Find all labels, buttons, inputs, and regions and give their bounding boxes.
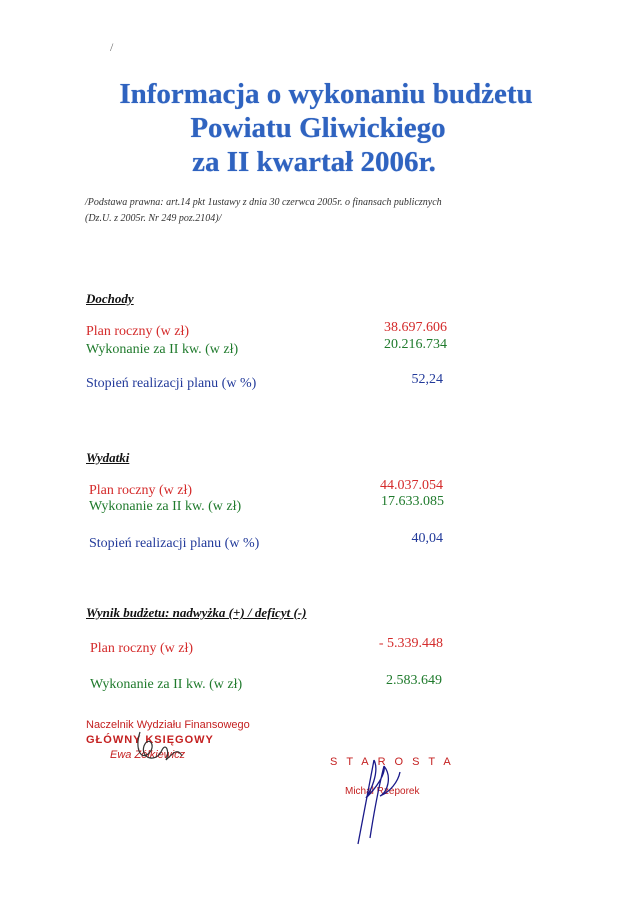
section-heading-wydatki: Wydatki	[86, 450, 130, 465]
dochody-stopien-label: Stopień realizacji planu (w %)	[86, 376, 257, 391]
dochody-wykonanie-label: Wykonanie za II kw. (w zł)	[86, 342, 239, 357]
wydatki-stopien-label: Stopień realizacji planu (w %)	[89, 536, 260, 551]
title-line-3: za II kwartał 2006r.	[192, 146, 436, 178]
wynik-wykonanie-label: Wykonanie za II kw. (w zł)	[90, 677, 243, 692]
section-heading-wynik: Wynik budżetu: nadwyżka (+) / deficyt (-)	[86, 605, 307, 620]
legal-basis-line-2: (Dz.U. z 2005r. Nr 249 poz.2104)/	[85, 213, 222, 224]
wydatki-wykonanie-label: Wykonanie za II kw. (w zł)	[89, 499, 242, 514]
wydatki-wykonanie-value: 17.633.085	[381, 494, 444, 509]
title-line-2: Powiatu Gliwickiego	[190, 112, 446, 144]
wydatki-plan-label: Plan roczny (w zł)	[89, 483, 193, 498]
title-line-1: Informacja o wykonaniu budżetu	[119, 78, 533, 110]
starosta-name: Michał Rzeporek	[345, 786, 420, 797]
wynik-wykonanie-value: 2.583.649	[386, 673, 442, 688]
wydatki-stopien-value: 40,04	[411, 531, 443, 546]
treasurer-stamp-title: Naczelnik Wydziału Finansowego	[86, 719, 250, 731]
treasurer-stamp-role: GŁÓWNY KSIĘGOWY	[86, 734, 214, 746]
wynik-plan-value: - 5.339.448	[378, 636, 443, 651]
dochody-stopien-value: 52,24	[411, 372, 443, 387]
starosta-stamp: STAROSTA	[330, 756, 460, 768]
dochody-wykonanie-value: 20.216.734	[384, 337, 447, 352]
wynik-plan-label: Plan roczny (w zł)	[90, 641, 194, 656]
starosta-signature	[340, 752, 420, 852]
dochody-plan-label: Plan roczny (w zł)	[86, 324, 190, 339]
scan-mark: /	[110, 40, 114, 54]
treasurer-signature	[120, 722, 200, 782]
dochody-plan-value: 38.697.606	[384, 320, 447, 335]
section-heading-dochody: Dochody	[86, 291, 134, 306]
legal-basis-line-1: /Podstawa prawna: art.14 pkt 1ustawy z dnia 30 czerwca 2005r. o finansach publicznych	[85, 197, 442, 208]
treasurer-stamp-name: Ewa Żółkiewicz	[110, 749, 186, 761]
wydatki-plan-value: 44.037.054	[380, 478, 443, 493]
